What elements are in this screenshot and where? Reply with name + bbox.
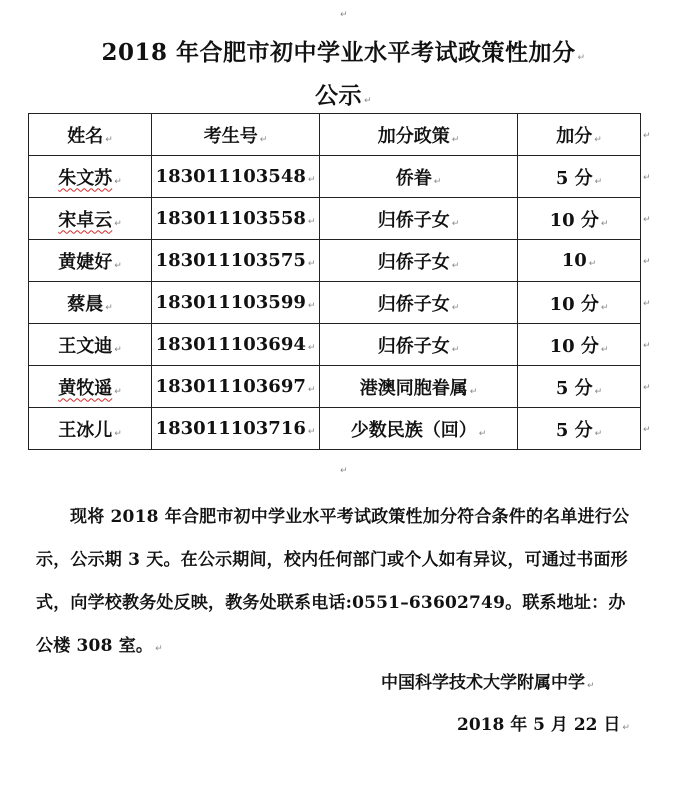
row-end-mark: ↵ [643,299,651,309]
cell-name: 王文迪 ↵ [29,324,152,366]
cell-exam-id: 183011103575 ↵ [152,240,320,282]
cell-exam-id: 183011103548 ↵ [152,156,320,198]
cell-score: 5 分 ↵ [518,366,641,408]
cell-policy: 少数民族（回） ↵ [320,408,518,450]
cell-exam-id: 183011103697 ↵ [152,366,320,408]
header-name: 姓名 ↵ [29,114,152,156]
cell-name: 王冰儿 ↵ [29,408,152,450]
cell-exam-id: 183011103716 ↵ [152,408,320,450]
cell-score: 10 分 ↵ [518,324,641,366]
cell-score: 5 分 ↵ [518,408,641,450]
table-row [29,324,641,366]
cell-policy: 侨眷 ↵ [320,156,518,198]
cell-name: 宋卓云 ↵ [29,198,152,240]
cell-score: 5 分 ↵ [518,156,641,198]
row-end-mark: ↵ [643,257,651,267]
notice-date: 2018 年 5 月 22 日 ↵ [457,715,630,735]
cell-policy: 归侨子女 ↵ [320,282,518,324]
title-line-1: 2018 年合肥市初中学业水平考试政策性加分 ↵ [101,39,586,66]
table-row [29,282,641,324]
header-exam-id: 考生号 ↵ [152,114,320,156]
header-score: 加分 ↵ [518,114,641,156]
cell-exam-id: 183011103599 ↵ [152,282,320,324]
table-row [29,408,641,450]
cell-policy: 归侨子女 ↵ [320,324,518,366]
row-end-mark: ↵ [643,215,651,225]
cell-name: 蔡晨 ↵ [29,282,152,324]
cell-name: 黄牧遥 ↵ [29,366,152,408]
table-row [29,198,641,240]
notice-paragraph: 现将 2018 年合肥市初中学业水平考试政策性加分符合条件的名单进行公示，公示期 3 天。在公示期间，校内任何部门或个人如有异议，可通过书面形式，向学校教务处反映，教务处联系电话:0551–63602749。联系地址：办公楼 308 室。 ↵ [36,507,630,656]
cell-name: 朱文苏 ↵ [29,156,152,198]
cell-exam-id: 183011103694 ↵ [152,324,320,366]
row-end-mark: ↵ [643,341,651,351]
table-header-row [29,114,641,156]
table-row [29,240,641,282]
cell-name: 黄婕好 ↵ [29,240,152,282]
table-row [29,156,641,198]
signer-organization: 中国科学技术大学附属中学 ↵ [381,673,595,693]
row-end-mark: ↵ [643,383,651,393]
cell-policy: 归侨子女 ↵ [320,198,518,240]
bonus-table [28,113,641,450]
table-row [29,366,641,408]
cell-exam-id: 183011103558 ↵ [152,198,320,240]
cell-policy: 归侨子女 ↵ [320,240,518,282]
paragraph-mark-top: ↵ [340,10,348,20]
cell-score: 10 分 ↵ [518,198,641,240]
row-end-mark: ↵ [643,173,651,183]
row-end-mark: ↵ [643,131,651,141]
cell-score: 10 分 ↵ [518,282,641,324]
row-end-mark: ↵ [643,425,651,435]
header-policy: 加分政策 ↵ [320,114,518,156]
title-line-2: 公示 ↵ [314,82,373,109]
cell-score: 10 ↵ [518,240,641,282]
cell-policy: 港澳同胞眷属 ↵ [320,366,518,408]
paragraph-mark-gap: ↵ [340,466,348,476]
